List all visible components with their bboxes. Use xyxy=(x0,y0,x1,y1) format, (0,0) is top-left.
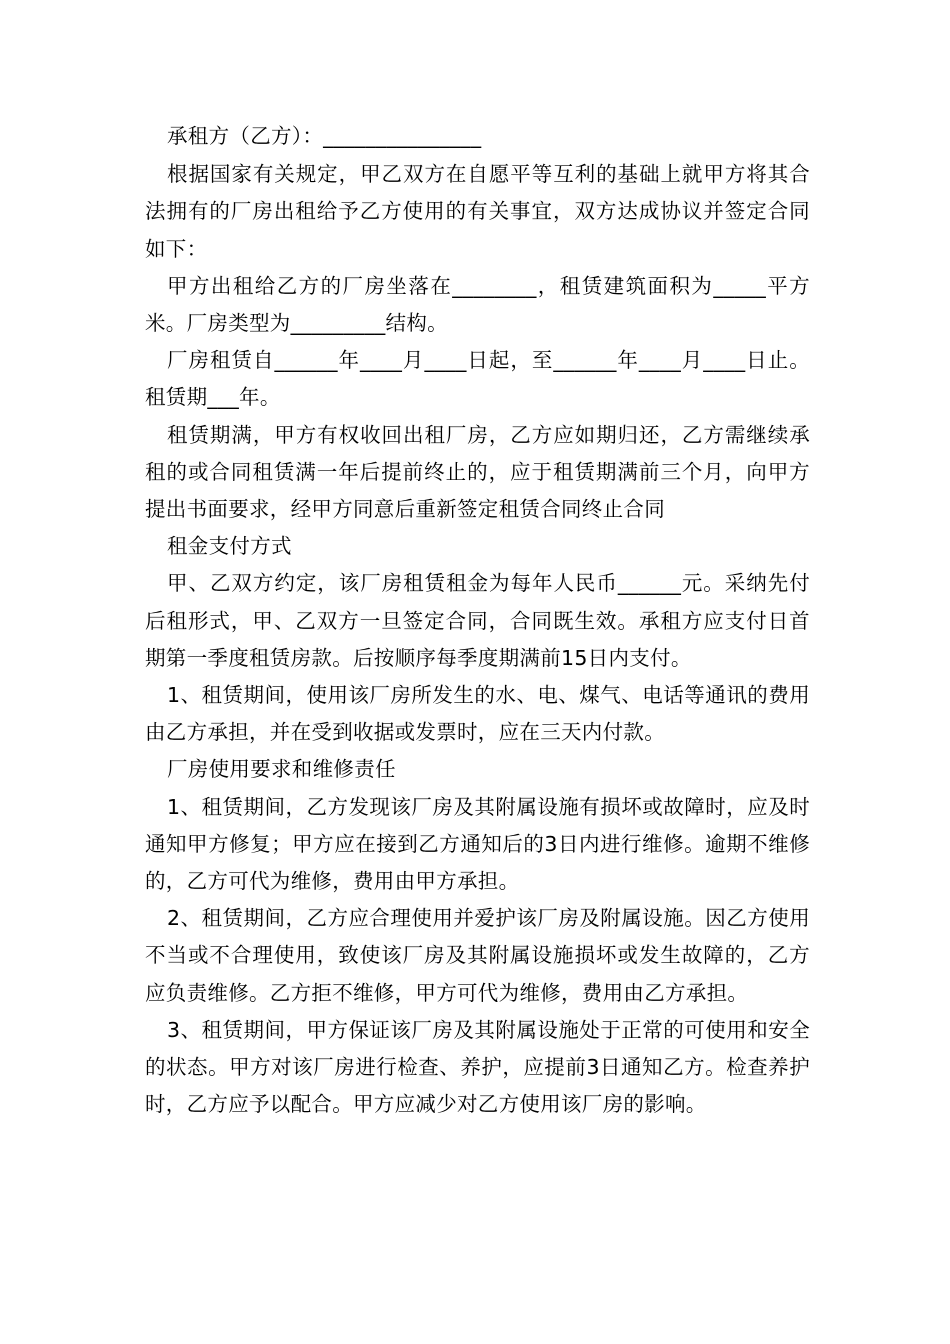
maintenance-clause-2: 2、租赁期间，乙方应合理使用并爱护该厂房及附属设施。因乙方使用不当或不合理使用，致使该厂房及其附属设施损坏或发生故障的，乙方应负责维修。乙方拒不维修，甲方可代为维修，费用由乙方承担。 xyxy=(145,906,810,1005)
document-body xyxy=(145,118,810,1123)
lease-term-paragraph: 厂房租赁自______年____月____日起，至______年____月____日止。租赁期___年。 xyxy=(145,348,810,410)
utilities-paragraph: 1、租赁期间，使用该厂房所发生的水、电、煤气、电话等通讯的费用由乙方承担，并在受到收据或发票时，应在三天内付款。 xyxy=(145,683,810,745)
maintenance-clause-1: 1、租赁期间，乙方发现该厂房及其附属设施有损坏或故障时，应及时通知甲方修复；甲方应在接到乙方通知后的3日内进行维修。逾期不维修的，乙方可代为维修，费用由甲方承担。 xyxy=(145,794,810,894)
lessee-line: 承租方（乙方）：_______________ xyxy=(167,124,482,148)
section-heading-rent-payment: 租金支付方式 xyxy=(167,534,292,559)
maintenance-clause-3: 3、租赁期间，甲方保证该厂房及其附属设施处于正常的可使用和安全的状态。甲方对该厂房进行检查、养护，应提前3日通知乙方。检查养护时，乙方应予以配合。甲方应减少对乙方使用该厂房的影响。 xyxy=(145,1017,810,1117)
lease-expiry-paragraph: 租赁期满，甲方有权收回出租厂房，乙方应如期归还，乙方需继续承租的或合同租赁满一年后提前终止的，应于租赁期满前三个月，向甲方提出书面要求，经甲方同意后重新签定租赁合同终止合同 xyxy=(145,422,810,522)
premises-paragraph: 甲方出租给乙方的厂房坐落在________，租赁建筑面积为_____平方米。厂房类型为_________结构。 xyxy=(145,273,810,336)
section-heading-maintenance: 厂房使用要求和维修责任 xyxy=(167,757,396,782)
rent-paragraph: 甲、乙双方约定，该厂房租赁租金为每年人民币______元。采纳先付后租形式，甲、乙双方一旦签定合同，合同既生效。承租方应支付日首期第一季度租赁房款。后按顺序每季度期满前15日内支付。 xyxy=(145,571,810,670)
preamble-paragraph: 根据国家有关规定，甲乙双方在自愿平等互利的基础上就甲方将其合法拥有的厂房出租给予乙方使用的有关事宜，双方达成协议并签定合同如下： xyxy=(145,162,810,261)
